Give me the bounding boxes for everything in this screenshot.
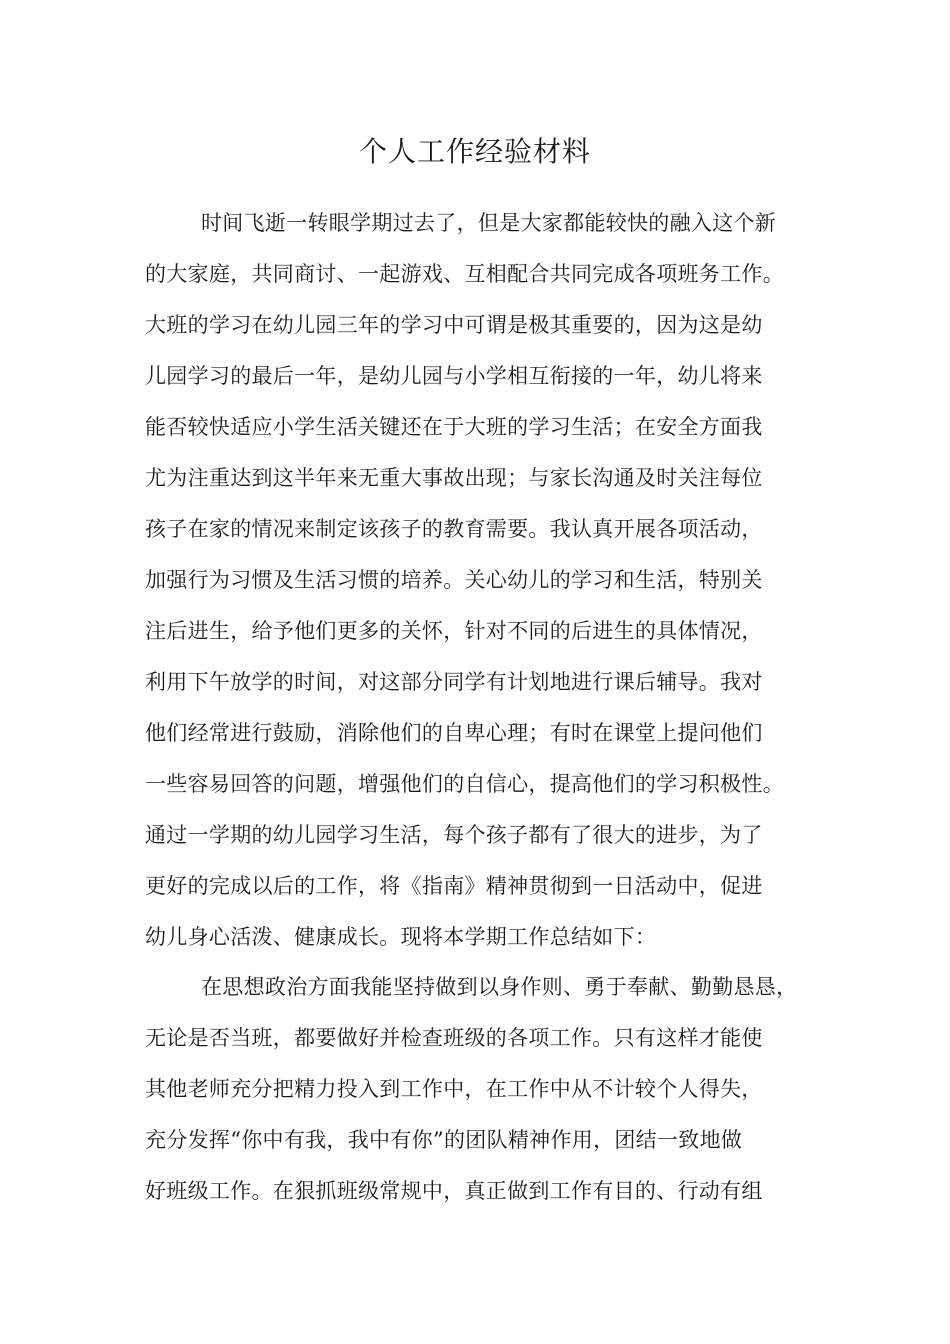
document-title: 个人工作经验材料 <box>358 135 591 168</box>
paragraph-line: 他们经常进行鼓励，消除他们的自卑心理；有时在课堂上提问他们 <box>145 721 763 745</box>
paragraph-line: 大班的学习在幼儿园三年的学习中可谓是极其重要的，因为这是幼 <box>145 313 763 337</box>
paragraph-line: 能否较快适应小学生活关键还在于大班的学习生活；在安全方面我 <box>145 415 763 439</box>
paragraph-line: 无论是否当班，都要做好并检查班级的各项工作。只有这样才能使 <box>145 1026 763 1050</box>
paragraph-line: 尤为注重达到这半年来无重大事故出现；与家长沟通及时关注每位 <box>145 466 763 490</box>
paragraph-1 <box>145 198 805 963</box>
paragraph-line: 通过一学期的幼儿园学习生活，每个孩子都有了很大的进步，为了 <box>145 823 763 847</box>
paragraph-2 <box>145 962 805 1217</box>
paragraph-line: 孩子在家的情况来制定该孩子的教育需要。我认真开展各项活动， <box>145 517 763 541</box>
paragraph-line: 利用下午放学的时间，对这部分同学有计划地进行课后辅导。我对 <box>145 670 763 694</box>
paragraph-line: 充分发挥“你中有我，我中有你”的团队精神作用，团结一致地做 <box>145 1128 743 1152</box>
paragraph-line: 时间飞逝一转眼学期过去了，但是大家都能较快的融入这个新 <box>201 211 777 235</box>
paragraph-line: 一些容易回答的问题，增强他们的自信心，提高他们的学习积极性。 <box>145 772 784 796</box>
paragraph-line: 更好的完成以后的工作，将《指南》精神贯彻到一日活动中，促进 <box>145 874 763 898</box>
paragraph-line: 儿园学习的最后一年，是幼儿园与小学相互衔接的一年，幼儿将来 <box>145 364 763 388</box>
paragraph-line: 加强行为习惯及生活习惯的培养。关心幼儿的学习和生活，特别关 <box>145 568 763 592</box>
paragraph-line: 在思想政治方面我能坚持做到以身作则、勇于奉献、勤勤恳恳， <box>201 975 798 999</box>
paragraph-line: 的大家庭，共同商讨、一起游戏、互相配合共同完成各项班务工作。 <box>145 262 784 286</box>
paragraph-line: 幼儿身心活泼、健康成长。现将本学期工作总结如下： <box>145 925 657 949</box>
paragraph-line: 注后进生，给予他们更多的关怀，针对不同的后进生的具体情况， <box>145 619 763 643</box>
paragraph-line: 好班级工作。在狠抓班级常规中，真正做到工作有目的、行动有组 <box>145 1179 763 1203</box>
paragraph-line: 其他老师充分把精力投入到工作中，在工作中从不计较个人得失， <box>145 1077 763 1101</box>
